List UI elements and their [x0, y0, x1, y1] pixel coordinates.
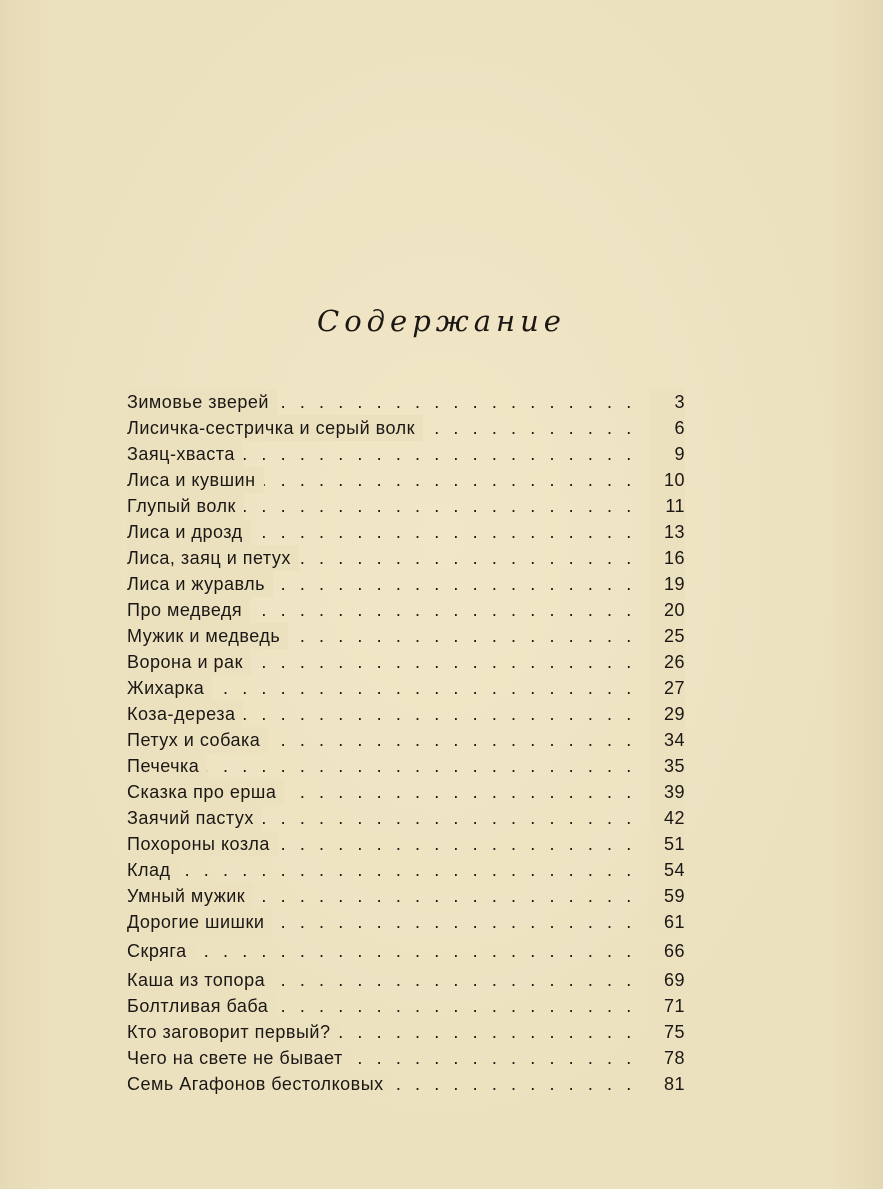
toc-entry-title: Заячий пастух — [127, 805, 262, 831]
toc-entry-title: Лиса и дрозд — [127, 519, 251, 545]
toc-entry-page: 51 — [649, 831, 685, 857]
toc-entry-page: 27 — [649, 675, 685, 701]
toc-entry — [127, 519, 685, 545]
toc-entry-page: 13 — [649, 519, 685, 545]
toc-entry-title: Петух и собака — [127, 727, 268, 753]
page-title: Содержание — [317, 304, 566, 338]
toc-entry-title: Заяц-хваста — [127, 441, 243, 467]
toc-entry-title: Клад — [127, 857, 179, 883]
toc-entry — [127, 1071, 685, 1097]
toc-entry-title: Дорогие шишки — [127, 909, 272, 935]
toc-entry-page: 29 — [649, 701, 685, 727]
toc-entry — [127, 415, 685, 441]
toc-entry-page: 54 — [649, 857, 685, 883]
toc-entry — [127, 675, 685, 701]
toc-entry-page: 26 — [649, 649, 685, 675]
toc-entry — [127, 701, 685, 727]
toc-entry-page: 59 — [649, 883, 685, 909]
toc-entry-page: 34 — [649, 727, 685, 753]
toc-entry — [127, 1045, 685, 1071]
toc-entry — [127, 857, 685, 883]
toc-entry-title: Ворона и рак — [127, 649, 251, 675]
toc-entry-title: Каша из топора — [127, 967, 273, 993]
toc-entry-title: Жихарка — [127, 675, 212, 701]
toc-entry-title: Зимовье зверей — [127, 389, 277, 415]
toc-entry-title: Лисичка-сестричка и серый волк — [127, 415, 423, 441]
table-of-contents — [127, 389, 685, 1097]
toc-entry-page: 75 — [649, 1019, 685, 1045]
toc-entry — [127, 623, 685, 649]
toc-entry-page: 10 — [649, 467, 685, 493]
toc-entry-page: 16 — [649, 545, 685, 571]
toc-entry — [127, 571, 685, 597]
toc-entry — [127, 1019, 685, 1045]
dot-leader — [127, 857, 647, 883]
toc-entry — [127, 993, 685, 1019]
toc-entry-title: Болтливая баба — [127, 993, 276, 1019]
toc-entry — [127, 967, 685, 993]
toc-entry-page: 35 — [649, 753, 685, 779]
toc-entry-title: Про медведя — [127, 597, 250, 623]
toc-entry-page: 6 — [649, 415, 685, 441]
toc-entry — [127, 753, 685, 779]
toc-entry-title: Коза-дереза — [127, 701, 243, 727]
toc-entry-page: 19 — [649, 571, 685, 597]
toc-entry-page: 42 — [649, 805, 685, 831]
toc-entry-title: Чего на свете не бывает — [127, 1045, 351, 1071]
toc-entry — [127, 389, 685, 415]
toc-entry — [127, 779, 685, 805]
toc-entry — [127, 441, 685, 467]
toc-entry-page: 78 — [649, 1045, 685, 1071]
toc-entry-title: Похороны козла — [127, 831, 278, 857]
toc-entry — [127, 727, 685, 753]
toc-entry-title: Лиса, заяц и петух — [127, 545, 299, 571]
toc-entry-page: 20 — [649, 597, 685, 623]
toc-entry-page: 3 — [649, 389, 685, 415]
toc-entry — [127, 831, 685, 857]
toc-entry — [127, 545, 685, 571]
toc-entry-page: 69 — [649, 967, 685, 993]
toc-entry-title: Лиса и кувшин — [127, 467, 264, 493]
toc-entry-title: Глупый волк — [127, 493, 244, 519]
toc-entry-title: Кто заговорит первый? — [127, 1019, 339, 1045]
toc-entry — [127, 938, 685, 964]
toc-entry-title: Скряга — [127, 938, 195, 964]
toc-entry — [127, 467, 685, 493]
toc-entry — [127, 883, 685, 909]
toc-entry — [127, 805, 685, 831]
toc-entry-title: Мужик и медведь — [127, 623, 288, 649]
toc-entry — [127, 597, 685, 623]
toc-entry-page: 81 — [649, 1071, 685, 1097]
dot-leader — [127, 938, 647, 964]
toc-entry-page: 39 — [649, 779, 685, 805]
toc-entry-title: Лиса и журавль — [127, 571, 273, 597]
toc-entry-page: 66 — [649, 938, 685, 964]
toc-entry-page: 25 — [649, 623, 685, 649]
toc-entry-page: 11 — [649, 493, 685, 519]
toc-entry-title: Сказка про ерша — [127, 779, 284, 805]
toc-entry-title: Семь Агафонов бестолковых — [127, 1071, 392, 1097]
toc-entry-title: Умный мужик — [127, 883, 253, 909]
toc-entry-page: 9 — [649, 441, 685, 467]
toc-entry-page: 71 — [649, 993, 685, 1019]
toc-entry — [127, 493, 685, 519]
toc-entry-title: Печечка — [127, 753, 207, 779]
toc-entry-page: 61 — [649, 909, 685, 935]
toc-entry — [127, 909, 685, 935]
toc-entry — [127, 649, 685, 675]
